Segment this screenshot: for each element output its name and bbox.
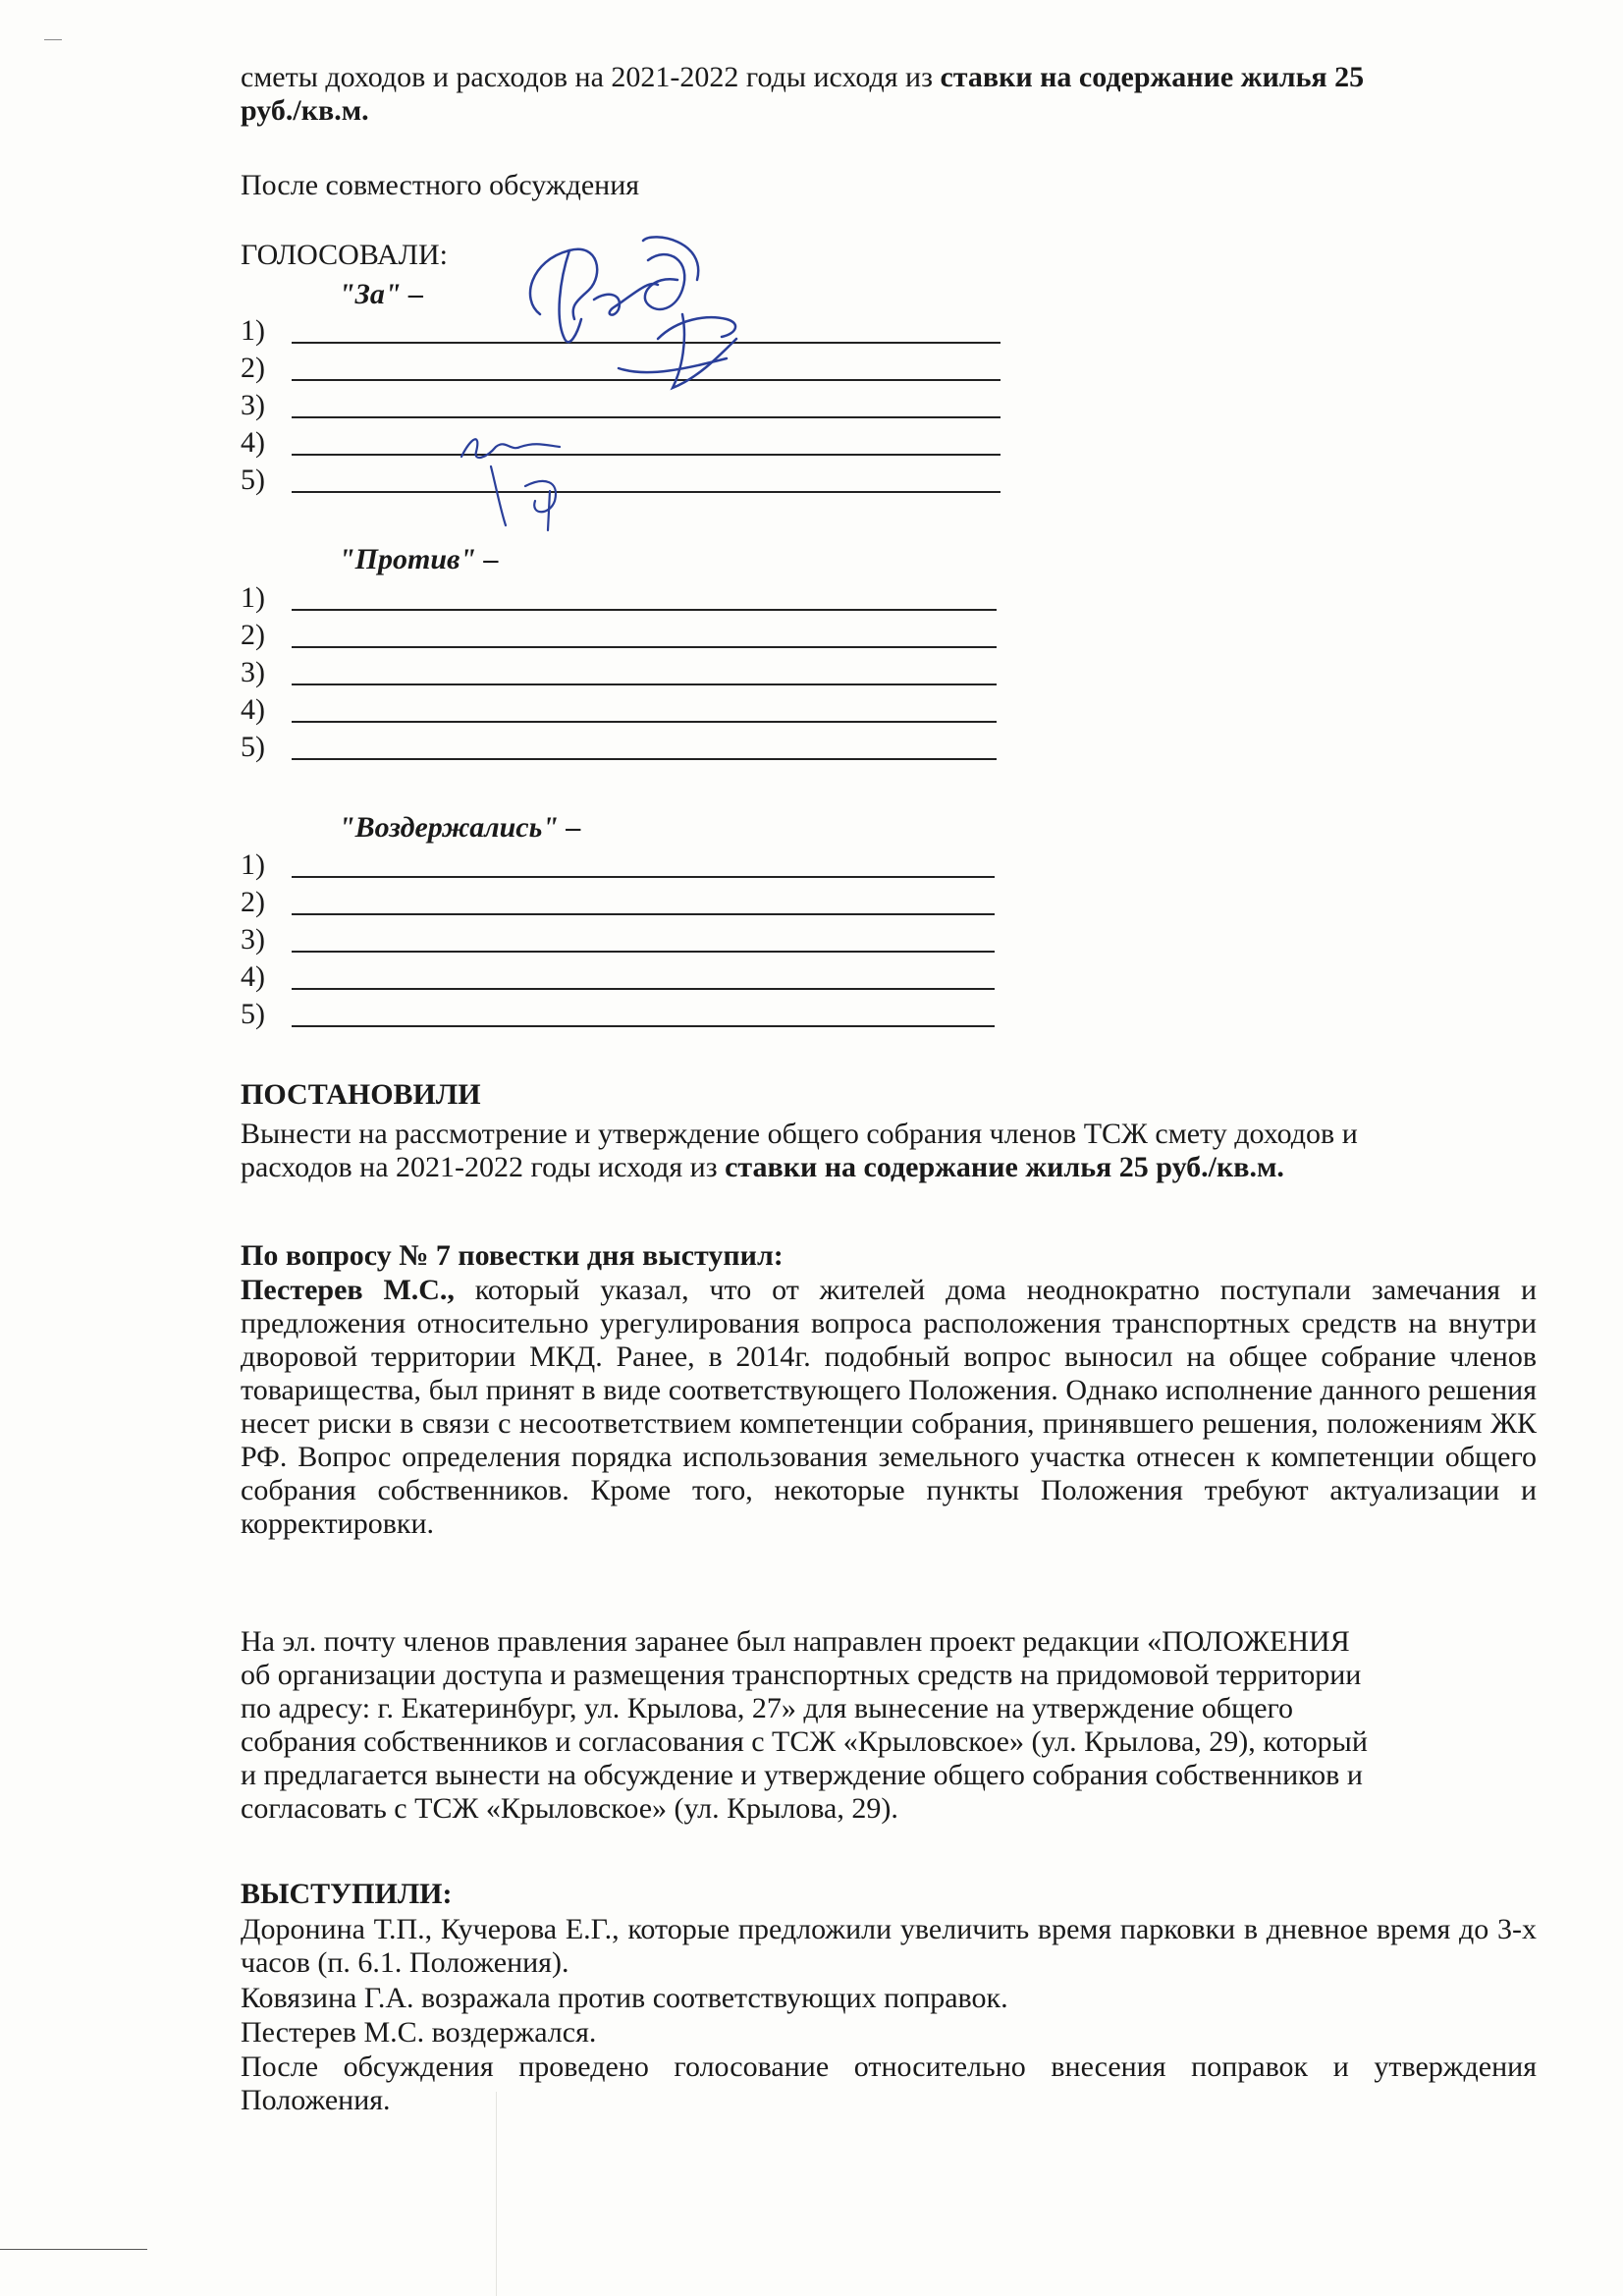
voter-number: 1) (241, 314, 265, 347)
email-line: об организации доступа и размещения транспортных средств на придомовой территории (241, 1659, 1362, 1691)
voter-number: 2) (241, 352, 265, 384)
signature-line (292, 913, 995, 915)
vote-for-label: "За" – (339, 278, 424, 310)
voter-number: 5) (241, 464, 265, 496)
vote-abstained-label: "Воздержались" – (339, 811, 581, 844)
spoke-paragraph-1: Доронина Т.П., Кучерова Е.Г., которые предложили увеличить время парковки в дневное время до 3-х часов (п. 6.1. Положения). (241, 1913, 1537, 1979)
email-line: На эл. почту членов правления заранее был направлен проект редакции «ПОЛОЖЕНИЯ (241, 1625, 1350, 1658)
signature-line (292, 951, 995, 953)
decided-heading: ПОСТАНОВИЛИ (241, 1078, 481, 1111)
voter-number: 1) (241, 848, 265, 881)
voter-number: 5) (241, 998, 265, 1030)
decided-rate: ставки на содержание жилья 25 руб./кв.м. (725, 1151, 1284, 1183)
voter-number: 4) (241, 426, 265, 459)
budget-text: сметы доходов и расходов на 2021-2022 годы исходя из (241, 61, 941, 93)
question7-text: который указал, что от жителей дома неоднократно поступали замечания и предложения относительно урегулирования вопроса расположения транспортных средств на внутри дворовой территории МКД. Ранее, в 2014г. подобный вопрос выносил на общее собрание членов товарищества, был принят в виде соответствующего Положения. Однако исполнение данного решения несет риски в связи с несоответствием компетенции собрания, принявшего решения, положениям ЖК РФ. Вопрос определения порядка использования земельного участка отнесен к компетенции общего собрания собственников. Кроме того, некоторые пункты Положения требуют актуализации и корректировки. (241, 1274, 1537, 1540)
signature-line (292, 721, 997, 723)
voter-number: 1) (241, 581, 265, 614)
margin-rule (0, 2249, 147, 2250)
spoke-heading: ВЫСТУПИЛИ: (241, 1878, 453, 1910)
signature-line (292, 1025, 995, 1027)
handwritten-signature-1 (501, 221, 785, 417)
signature-line (292, 683, 997, 685)
email-line: и предлагается вынести на обсуждение и утверждение общего собрания собственников и (241, 1759, 1363, 1791)
voter-number: 3) (241, 389, 265, 421)
email-line: собрания собственников и согласования с ТСЖ «Крыловское» (ул. Крылова, 29), который (241, 1725, 1368, 1758)
signature-line (292, 646, 997, 648)
question7-paragraph (241, 1274, 1537, 1541)
voter-number: 3) (241, 923, 265, 956)
voter-number: 2) (241, 619, 265, 651)
decided-line-2: расходов на 2021-2022 годы исходя из (241, 1151, 726, 1183)
signature-line (292, 609, 997, 611)
discussion-line: После совместного обсуждения (241, 169, 640, 201)
spoke-paragraph-2: Ковязина Г.А. возражала против соответствующих поправок. (241, 1982, 1008, 2014)
signature-line (292, 876, 995, 878)
voted-heading: ГОЛОСОВАЛИ: (241, 239, 448, 271)
scan-fold-shadow (496, 2092, 497, 2296)
email-line: согласовать с ТСЖ «Крыловское» (ул. Крылова, 29). (241, 1792, 898, 1825)
email-paragraph (241, 1625, 1537, 1826)
signature-line (292, 491, 1001, 493)
voter-number: 4) (241, 693, 265, 726)
handwritten-signature-2 (452, 417, 589, 535)
email-line: по адресу: г. Екатеринбург, ул. Крылова, 27» для вынесение на утверждение общего (241, 1692, 1294, 1724)
budget-rate-unit: руб./кв.м. (241, 94, 369, 127)
voter-number: 2) (241, 886, 265, 918)
signature-line (292, 758, 997, 760)
budget-rate-text: ставки на содержание жилья 25 (940, 61, 1365, 93)
question7-heading: По вопросу № 7 повестки дня выступил: (241, 1239, 784, 1272)
signature-line (292, 454, 1001, 456)
voter-number: 5) (241, 731, 265, 763)
decided-paragraph (241, 1118, 1537, 1184)
spoke-paragraph-4: После обсуждения проведено голосование относительно внесения поправок и утверждения Положения. (241, 2050, 1537, 2116)
voter-number: 3) (241, 656, 265, 688)
spoke-paragraph-3: Пестерев М.С. воздержался. (241, 2016, 597, 2049)
voter-number: 4) (241, 960, 265, 993)
budget-paragraph-continuation (241, 61, 1537, 128)
scan-corner-mark (44, 39, 62, 40)
speaker-name: Пестерев М.С., (241, 1274, 455, 1306)
decided-line-1: Вынести на рассмотрение и утверждение общего собрания членов ТСЖ смету доходов и (241, 1118, 1358, 1150)
signature-line (292, 988, 995, 990)
vote-against-label: "Против" – (339, 543, 499, 575)
